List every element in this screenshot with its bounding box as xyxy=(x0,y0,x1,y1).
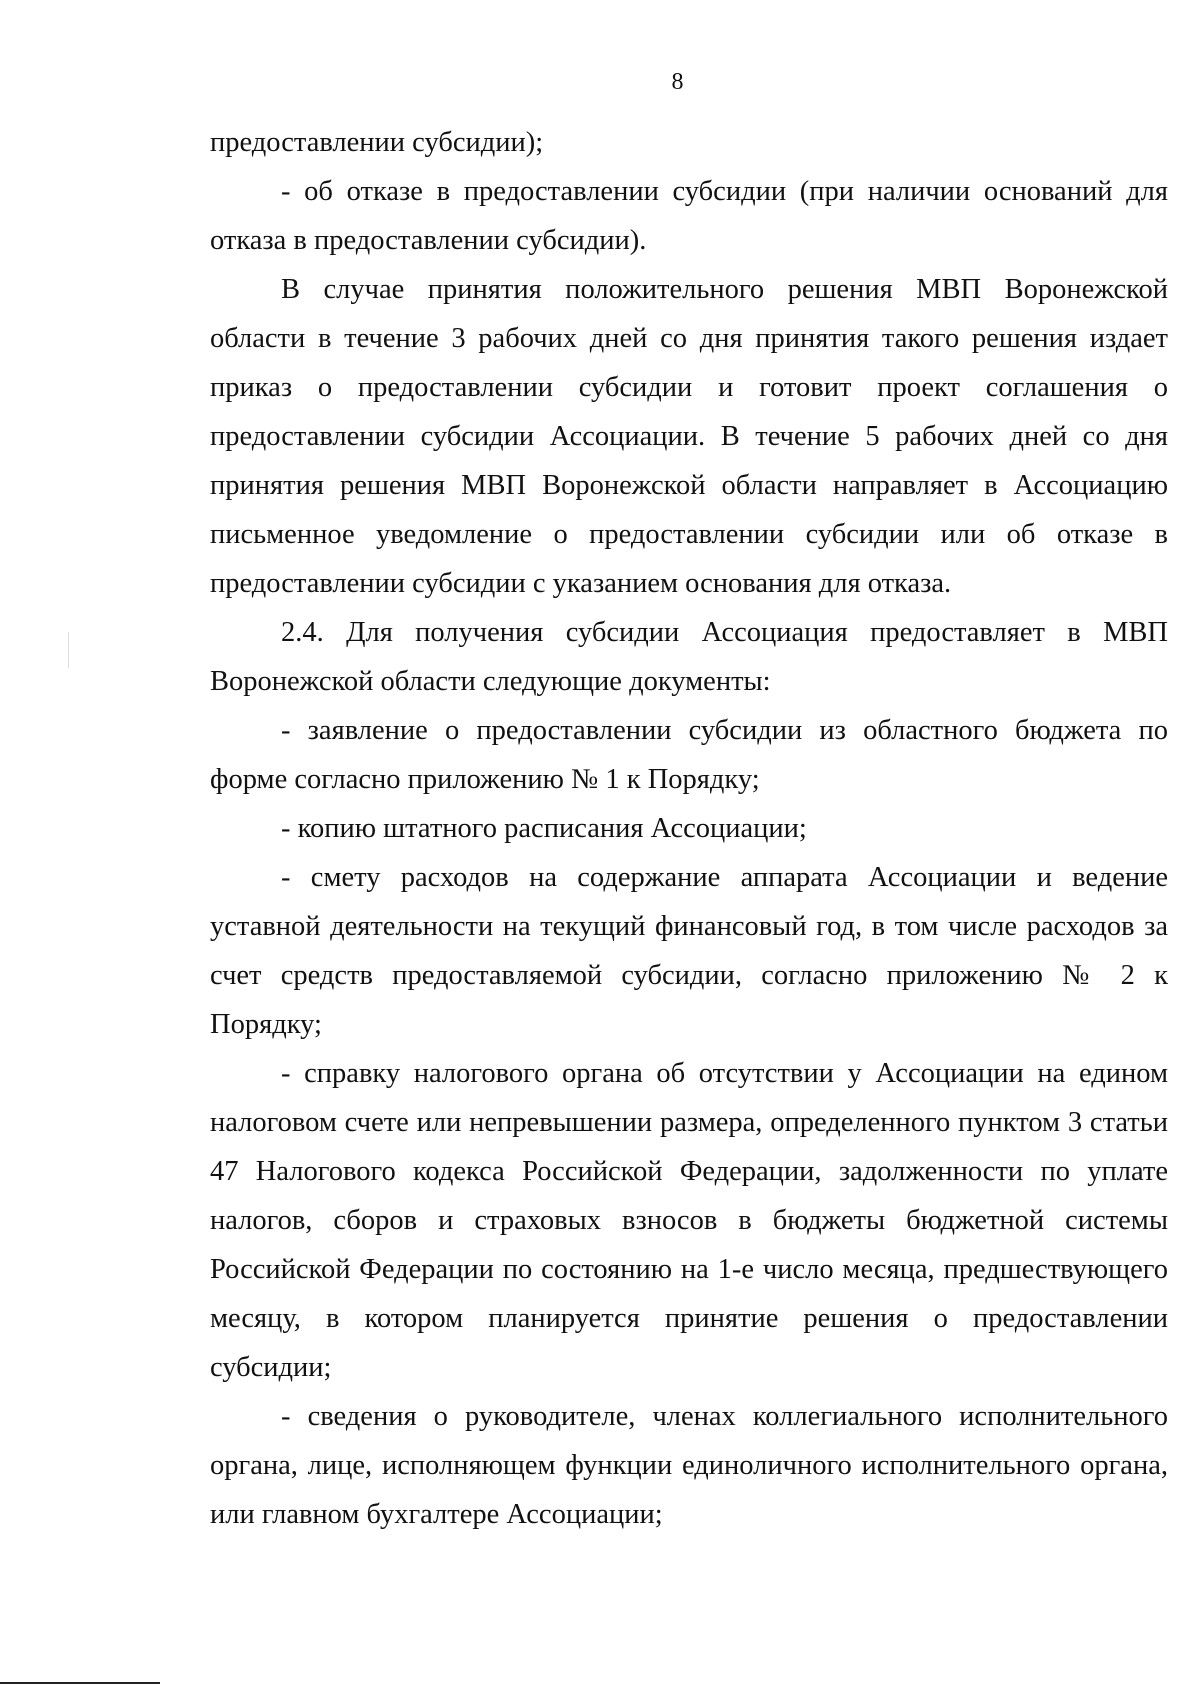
margin-mark xyxy=(68,632,69,668)
page-number: 8 xyxy=(671,69,684,95)
paragraph-positive-decision: В случае принятия положительного решения МВП Воронежской области в течение 3 рабочих дней со дня принятия такого решения издает приказ о предоставлении субсидии и готовит проект соглашения о предоставлении субсидии Ассоциации. В течение 5 рабочих дней со дня принятия решения МВП Воронежской области направляет в Ассоциацию письменное уведомление о предоставлении субсидии или об отказе в предоставлении субсидии с указанием основания для отказа. xyxy=(210,274,1168,599)
paragraph-section-2-4: 2.4. Для получения субсидии Ассоциация предоставляет в МВП Воронежской области следующие документы: xyxy=(210,617,1168,697)
list-item-application: - заявление о предоставлении субсидии из областного бюджета по форме согласно приложению № 1 к Порядку; xyxy=(210,715,1168,795)
paragraph-continuation: предоставлении субсидии); xyxy=(210,127,544,158)
list-item-expense-estimate: - смету расходов на содержание аппарата Ассоциации и ведение уставной деятельности на текущий финансовый год, в том числе расходов за счет средств предоставляемой субсидии, согласно приложению № 2 к Порядку; xyxy=(210,862,1168,1040)
list-item-staff-schedule: - копию штатного расписания Ассоциации; xyxy=(281,813,807,844)
document-body xyxy=(210,118,1168,1539)
list-item-management-info: - сведения о руководителе, членах коллегиального исполнительного органа, лице, исполняющем функции единоличного исполнительного органа, или главном бухгалтере Ассоциации; xyxy=(210,1401,1168,1530)
list-item-tax-certificate: - справку налогового органа об отсутствии у Ассоциации на едином налоговом счете или непревышении размера, определенного пунктом 3 статьи 47 Налогового кодекса Российской Федерации, задолженности по уплате налогов, сборов и страховых взносов в бюджеты бюджетной системы Российской Федерации по состоянию на 1-е число месяца, предшествующего месяцу, в котором планируется принятие решения о предоставлении субсидии; xyxy=(210,1058,1168,1383)
footer-rule xyxy=(0,1682,160,1684)
paragraph-refusal-item: - об отказе в предоставлении субсидии (при наличии оснований для отказа в предоставлении субсидии). xyxy=(210,176,1168,256)
